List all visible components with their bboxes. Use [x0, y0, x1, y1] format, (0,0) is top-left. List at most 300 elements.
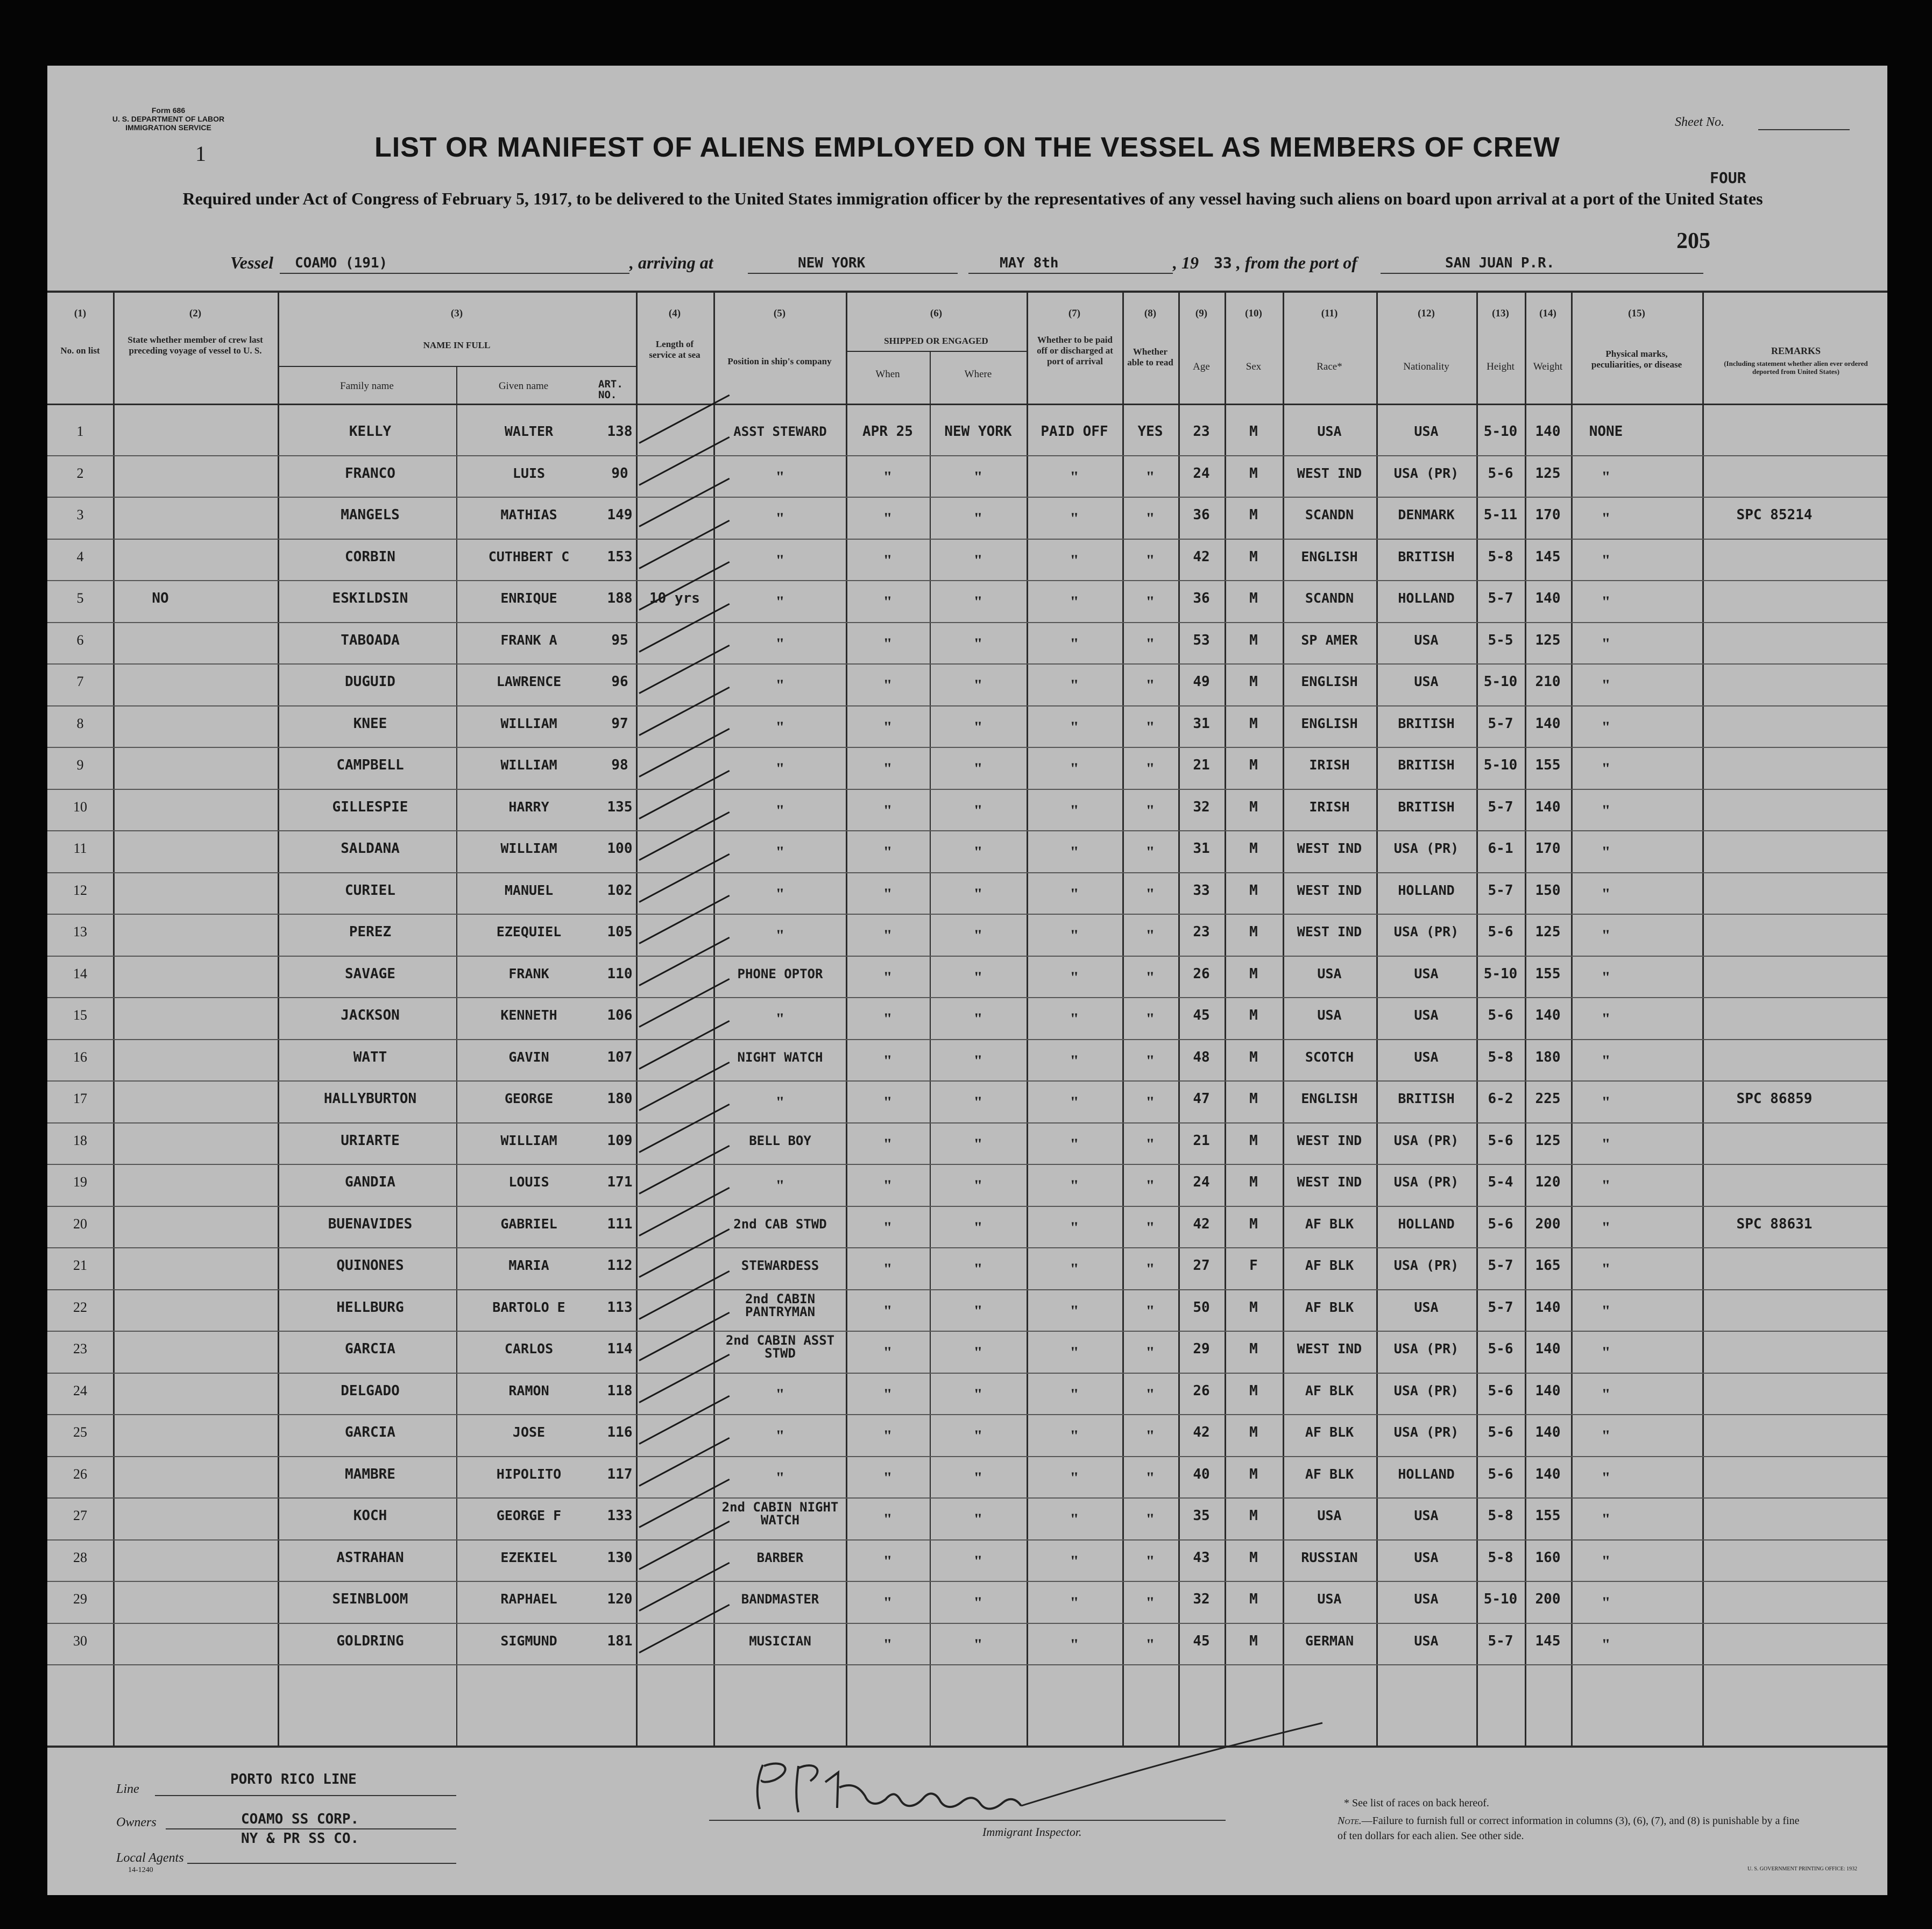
row-separator — [47, 497, 1887, 498]
ditto-mark: " — [973, 1135, 983, 1153]
ditto-mark: " — [883, 1427, 893, 1445]
cell-family: SEINBLOOM — [332, 1591, 408, 1607]
ditto-mark: " — [1601, 1427, 1611, 1445]
cell-race: RUSSIAN — [1301, 1549, 1358, 1565]
cell-weight: 200 — [1535, 1591, 1561, 1607]
cell-sex: M — [1249, 1341, 1258, 1357]
cell-given: LOUIS — [508, 1174, 549, 1190]
cell-given: CUTHBERT C — [488, 548, 570, 564]
cell-family: HALLYBURTON — [323, 1091, 417, 1107]
cell-family: URIARTE — [341, 1132, 400, 1149]
cell-sex: M — [1249, 1216, 1258, 1232]
cell-position: 2nd CAB STWD — [733, 1216, 827, 1232]
cell-age: 49 — [1193, 674, 1210, 690]
cell-no: 6 — [76, 632, 84, 648]
ditto-mark: " — [1145, 551, 1155, 569]
cell-given: WILLIAM — [500, 1132, 557, 1148]
cell-nationality: BRITISH — [1398, 715, 1455, 731]
cell-where: NEW YORK — [944, 423, 1012, 440]
ditto-mark: " — [775, 551, 785, 569]
cell-given: MATHIAS — [500, 507, 557, 522]
cell-race: USA — [1317, 1508, 1342, 1523]
cell-given: ENRIQUE — [500, 590, 557, 606]
ditto-mark: " — [1070, 760, 1079, 778]
ditto-mark: " — [1145, 760, 1155, 778]
cell-position: MUSICIAN — [749, 1633, 811, 1649]
cell-race: AF BLK — [1305, 1466, 1354, 1482]
ditto-mark: " — [973, 1093, 983, 1111]
header-height: Height — [1487, 361, 1515, 372]
ditto-mark: " — [1145, 468, 1155, 486]
cell-read: YES — [1137, 423, 1163, 440]
cell-sex: F — [1249, 1257, 1258, 1274]
header-when: When — [875, 369, 900, 380]
ditto-mark: " — [1070, 1468, 1079, 1487]
cell-family: SAVAGE — [345, 965, 395, 982]
row-separator — [47, 830, 1887, 831]
header-remarks: REMARKS — [1771, 345, 1821, 356]
ditto-mark: " — [973, 801, 983, 819]
cell-weight: 140 — [1535, 1341, 1561, 1357]
ditto-mark: " — [883, 968, 893, 986]
row-separator — [47, 663, 1887, 665]
cell-art: 102 — [607, 882, 633, 899]
row-separator — [47, 1581, 1887, 1582]
cell-race: ENGLISH — [1301, 715, 1358, 731]
cell-nationality: USA — [1414, 1633, 1439, 1649]
ditto-mark: " — [1145, 885, 1155, 903]
col-number: (9) — [1195, 308, 1208, 319]
cell-no: 4 — [76, 548, 84, 564]
ditto-mark: " — [883, 510, 893, 527]
header-sex: Sex — [1245, 361, 1262, 372]
cell-nationality: HOLLAND — [1398, 590, 1455, 606]
header-list-number: No. on list — [60, 345, 100, 356]
cell-family: HELLBURG — [336, 1299, 404, 1316]
ditto-mark: " — [1601, 468, 1611, 486]
cell-given: LUIS — [512, 465, 546, 481]
cell-height: 5-6 — [1488, 1132, 1513, 1149]
cell-height: 5-11 — [1483, 507, 1518, 523]
cell-race: SCANDN — [1305, 507, 1354, 522]
cell-sex: M — [1249, 1132, 1258, 1149]
cell-no: 8 — [76, 715, 84, 731]
ditto-mark: " — [1070, 510, 1079, 527]
cell-position: 2nd CABIN NIGHT WATCH — [721, 1500, 839, 1528]
inspector-rule — [709, 1820, 1226, 1821]
ditto-mark: " — [1070, 1010, 1079, 1028]
cell-age: 36 — [1193, 590, 1210, 606]
cell-art: 133 — [607, 1508, 633, 1524]
cell-race: SCOTCH — [1305, 1049, 1354, 1065]
page-title: LIST OR MANIFEST OF ALIENS EMPLOYED ON THE VESSEL AS MEMBERS OF CREW — [374, 132, 1560, 163]
cell-no: 28 — [73, 1549, 87, 1565]
cell-sex: M — [1249, 1508, 1258, 1524]
cell-family: FRANCO — [345, 465, 395, 482]
cell-height: 5-6 — [1488, 1341, 1513, 1357]
ditto-mark: " — [1601, 843, 1611, 861]
ditto-mark: " — [1145, 1635, 1155, 1654]
ditto-mark: " — [1601, 1177, 1611, 1195]
ditto-mark: " — [1601, 634, 1611, 653]
cell-age: 36 — [1193, 507, 1210, 523]
ditto-mark: " — [1601, 968, 1611, 986]
date-line — [968, 273, 1173, 274]
ditto-mark: " — [973, 1385, 983, 1403]
cell-weight: 180 — [1535, 1049, 1561, 1065]
ditto-mark: " — [775, 885, 785, 903]
row-separator — [47, 1289, 1887, 1290]
cell-sex: M — [1249, 965, 1258, 982]
cell-family: SALDANA — [341, 840, 400, 857]
ditto-mark: " — [883, 1468, 893, 1487]
cell-age: 21 — [1193, 757, 1210, 773]
ditto-mark: " — [1601, 1594, 1611, 1612]
cell-family: BUENAVIDES — [328, 1216, 413, 1232]
ditto-mark: " — [973, 1010, 983, 1028]
cell-age: 45 — [1193, 1633, 1210, 1649]
cell-given: GAVIN — [508, 1049, 549, 1065]
col-number: (5) — [773, 308, 786, 319]
ditto-mark: " — [1601, 760, 1611, 778]
col-number: (3) — [450, 308, 463, 319]
cell-no: 16 — [73, 1049, 87, 1065]
row-separator — [47, 455, 1887, 456]
col-number: (7) — [1068, 308, 1081, 319]
cell-nationality: HOLLAND — [1398, 1466, 1455, 1482]
row-separator — [47, 1373, 1887, 1374]
ditto-mark: " — [883, 1552, 893, 1570]
ditto-mark: " — [1601, 1468, 1611, 1487]
ditto-mark: " — [883, 1135, 893, 1153]
cell-height: 5-8 — [1488, 1508, 1513, 1524]
cell-sex: M — [1249, 715, 1258, 732]
cell-art: 98 — [611, 757, 628, 773]
ditto-mark: " — [973, 676, 983, 694]
cell-race: WEST IND — [1297, 1341, 1362, 1356]
cell-age: 47 — [1193, 1091, 1210, 1107]
cell-race: IRISH — [1309, 799, 1350, 815]
cell-given: EZEQUIEL — [496, 924, 562, 939]
cell-family: KOCH — [353, 1508, 387, 1524]
ditto-mark: " — [1070, 885, 1079, 903]
cell-sex: M — [1249, 1091, 1258, 1107]
cell-no: 1 — [76, 423, 84, 439]
cell-given: WILLIAM — [500, 840, 557, 856]
cell-height: 5-7 — [1488, 882, 1513, 899]
cell-race: AF BLK — [1305, 1257, 1354, 1273]
cell-weight: 165 — [1535, 1257, 1561, 1274]
from-port-label: , from the port of — [1236, 253, 1357, 272]
header-age: Age — [1193, 361, 1210, 372]
ditto-mark: " — [775, 1010, 785, 1028]
cell-height: 5-6 — [1488, 1007, 1513, 1023]
header-family-name: Family name — [340, 380, 394, 392]
ditto-mark: " — [1601, 1510, 1611, 1528]
line-label: Line — [116, 1782, 139, 1796]
port-line — [748, 273, 958, 274]
cell-family: KELLY — [349, 423, 392, 440]
ditto-mark: " — [883, 927, 893, 944]
cell-art: 112 — [607, 1257, 633, 1274]
cell-given: CARLOS — [504, 1341, 554, 1356]
cell-age: 31 — [1193, 715, 1210, 732]
cell-sex: M — [1249, 632, 1258, 648]
cell-art: 96 — [611, 674, 628, 690]
row-separator — [47, 1497, 1887, 1499]
cell-weight: 140 — [1535, 590, 1561, 606]
cell-art: 114 — [607, 1341, 633, 1357]
ditto-mark: " — [973, 593, 983, 611]
cell-no: 19 — [73, 1174, 87, 1190]
ditto-mark: " — [1145, 1051, 1155, 1070]
cell-weight: 125 — [1535, 465, 1561, 482]
cell-age: 32 — [1193, 799, 1210, 815]
ditto-mark: " — [883, 676, 893, 694]
row-separator — [47, 956, 1887, 957]
cell-art: 171 — [607, 1174, 633, 1190]
ditto-mark: " — [973, 510, 983, 527]
vessel-name: COAMO (191) — [295, 255, 388, 271]
cell-art: 118 — [607, 1382, 633, 1399]
cell-sex: M — [1249, 590, 1258, 606]
col-number: (4) — [668, 308, 681, 319]
ditto-mark: " — [1601, 885, 1611, 903]
cell-position: ASST STEWARD — [733, 424, 827, 439]
printer-note: U. S. GOVERNMENT PRINTING OFFICE: 1932 — [1747, 1866, 1857, 1872]
ditto-mark: " — [973, 1218, 983, 1236]
col-number: (12) — [1418, 308, 1435, 319]
ditto-mark: " — [1601, 551, 1611, 569]
cell-family: QUINONES — [336, 1257, 404, 1274]
ditto-mark: " — [1070, 551, 1079, 569]
form-department: U. S. DEPARTMENT OF LABOR — [112, 115, 225, 123]
ditto-mark: " — [1070, 1635, 1079, 1654]
ditto-mark: " — [1145, 1427, 1155, 1445]
ditto-mark: " — [1070, 1260, 1079, 1278]
cell-nationality: USA (PR) — [1393, 1424, 1459, 1440]
cell-nationality: USA (PR) — [1393, 1257, 1459, 1273]
cell-nationality: USA (PR) — [1393, 1341, 1459, 1356]
cell-age: 26 — [1193, 965, 1210, 982]
cell-height: 5-8 — [1488, 1049, 1513, 1065]
row-separator — [47, 997, 1887, 998]
ditto-mark: " — [1145, 1135, 1155, 1153]
cell-weight: 140 — [1535, 1466, 1561, 1482]
cell-height: 5-10 — [1483, 965, 1518, 982]
ditto-mark: " — [1601, 1051, 1611, 1070]
header-nationality: Nationality — [1403, 361, 1449, 372]
cell-family: ESKILDSIN — [332, 590, 408, 606]
cell-no: 13 — [73, 924, 87, 939]
ditto-mark: " — [775, 801, 785, 819]
ditto-mark: " — [973, 927, 983, 944]
cell-nationality: USA (PR) — [1393, 840, 1459, 856]
cell-given: FRANK — [508, 965, 549, 981]
cell-race: USA — [1317, 1591, 1342, 1607]
ditto-mark: " — [883, 1051, 893, 1070]
cell-sex: M — [1249, 1466, 1258, 1482]
ditto-mark: " — [1145, 718, 1155, 736]
cell-no: 18 — [73, 1132, 87, 1148]
cell-nationality: HOLLAND — [1398, 882, 1455, 898]
ditto-mark: " — [1070, 1218, 1079, 1236]
cell-age: 42 — [1193, 1424, 1210, 1440]
cell-height: 5-6 — [1488, 1382, 1513, 1399]
cell-no: 7 — [76, 674, 84, 689]
header-paid-off: Whether to be paid off or discharged at port of arrival — [1037, 335, 1113, 366]
cell-race: IRISH — [1309, 757, 1350, 773]
cell-nationality: BRITISH — [1398, 799, 1455, 815]
header-name-in-full: NAME IN FULL — [423, 340, 491, 350]
ditto-mark: " — [1601, 1385, 1611, 1403]
ditto-mark: " — [973, 1260, 983, 1278]
cell-given: RAMON — [508, 1382, 549, 1398]
cell-height: 6-2 — [1488, 1091, 1513, 1107]
cell-height: 5-6 — [1488, 1466, 1513, 1482]
cell-family: JACKSON — [341, 1007, 400, 1023]
cell-nationality: USA — [1414, 1591, 1439, 1607]
cell-sex: M — [1249, 840, 1258, 857]
cell-paid: PAID OFF — [1041, 423, 1108, 440]
cell-art: 95 — [611, 632, 628, 648]
cell-sex: M — [1249, 1007, 1258, 1023]
cell-no: 22 — [73, 1299, 87, 1315]
row-separator — [47, 539, 1887, 540]
cell-art: 113 — [607, 1299, 633, 1316]
cell-age: 43 — [1193, 1549, 1210, 1566]
line-name: PORTO RICO LINE — [230, 1771, 357, 1787]
cell-family: MANGELS — [341, 507, 400, 523]
row-separator — [47, 1623, 1887, 1624]
cell-weight: 170 — [1535, 507, 1561, 523]
cell-given: HARRY — [508, 799, 549, 815]
cell-weight: 125 — [1535, 924, 1561, 940]
cell-age: 45 — [1193, 1007, 1210, 1023]
cell-family: CURIEL — [345, 882, 395, 899]
col-number: (15) — [1628, 308, 1645, 319]
ditto-mark: " — [775, 1385, 785, 1403]
cell-position: NIGHT WATCH — [737, 1049, 823, 1065]
col-number: (13) — [1492, 308, 1509, 319]
ditto-mark: " — [883, 551, 893, 569]
cell-family: CORBIN — [345, 548, 395, 565]
cell-weight: 125 — [1535, 632, 1561, 648]
handwritten-mark: 1 — [195, 142, 206, 166]
cell-sex: M — [1249, 1382, 1258, 1399]
cell-art: 90 — [611, 465, 628, 482]
cell-height: 5-6 — [1488, 465, 1513, 482]
cell-nationality: USA (PR) — [1393, 1382, 1459, 1398]
cell-race: SCANDN — [1305, 590, 1354, 606]
cell-no: 25 — [73, 1424, 87, 1440]
cell-height: 5-6 — [1488, 924, 1513, 940]
cell-when: APR 25 — [862, 423, 913, 440]
cell-weight: 155 — [1535, 965, 1561, 982]
ditto-mark: " — [775, 510, 785, 527]
cell-given: GEORGE — [504, 1091, 554, 1106]
ditto-mark: " — [1145, 510, 1155, 527]
cell-nationality: USA — [1414, 674, 1439, 689]
sheet-number-label: Sheet No. — [1675, 115, 1724, 129]
ditto-mark: " — [1601, 1093, 1611, 1111]
cell-given: HIPOLITO — [496, 1466, 562, 1482]
header-where: Where — [964, 369, 992, 380]
cell-art: 109 — [607, 1132, 633, 1149]
ditto-mark: " — [1145, 676, 1155, 694]
cell-race: USA — [1317, 1007, 1342, 1023]
ditto-mark: " — [973, 1051, 983, 1070]
cell-sex: M — [1249, 1591, 1258, 1607]
cell-given: GEORGE F — [496, 1508, 562, 1523]
ditto-mark: " — [973, 1594, 983, 1612]
form-id: Form 686 — [151, 106, 186, 115]
ditto-mark: " — [1070, 1427, 1079, 1445]
row-separator — [47, 705, 1887, 706]
ditto-mark: " — [775, 1427, 785, 1445]
inspector-signature — [704, 1701, 1339, 1825]
ditto-mark: " — [1145, 1260, 1155, 1278]
ditto-mark: " — [775, 843, 785, 861]
cell-nationality: USA (PR) — [1393, 465, 1459, 481]
cell-nationality: USA — [1414, 1549, 1439, 1565]
ditto-mark: " — [883, 1010, 893, 1028]
col-divider — [1702, 292, 1704, 1747]
cell-age: 40 — [1193, 1466, 1210, 1482]
cell-art: 100 — [607, 840, 633, 857]
row-separator — [47, 1331, 1887, 1332]
cell-sex: M — [1249, 465, 1258, 482]
cell-height: 5-5 — [1488, 632, 1513, 648]
cell-weight: 200 — [1535, 1216, 1561, 1232]
ditto-mark: " — [775, 593, 785, 611]
ditto-mark: " — [973, 760, 983, 778]
cell-weight: 155 — [1535, 1508, 1561, 1524]
cell-height: 5-6 — [1488, 1424, 1513, 1440]
cell-art: 117 — [607, 1466, 633, 1482]
cell-given: FRANK A — [500, 632, 557, 648]
cell-position: 2nd CABIN ASST STWD — [725, 1333, 835, 1361]
cell-art: 110 — [607, 965, 633, 982]
cell-age: 21 — [1193, 1132, 1210, 1149]
cell-age: 48 — [1193, 1049, 1210, 1065]
cell-sex: M — [1249, 1049, 1258, 1065]
ditto-mark: " — [883, 1510, 893, 1528]
note-text: —Failure to furnish full or correct information in columns (3), (6), (7), and (8) is punishable by a fine of ten dollars for each alien. See other side. — [1337, 1815, 1800, 1842]
cell-sex: M — [1249, 1424, 1258, 1440]
ditto-mark: " — [883, 593, 893, 611]
row-separator — [47, 1664, 1887, 1665]
cell-family: GILLESPIE — [332, 799, 408, 815]
ditto-mark: " — [1145, 1010, 1155, 1028]
header-previous-voyage: State whether member of crew last preceding voyage of vessel to U. S. — [128, 335, 263, 356]
sheet-number-line — [1758, 129, 1850, 130]
ditto-mark: " — [1145, 1552, 1155, 1570]
owners-name: COAMO SS CORP. — [241, 1811, 359, 1827]
line-rule — [155, 1795, 456, 1796]
races-note: * See list of races on back hereof. — [1344, 1797, 1489, 1809]
cell-family: DUGUID — [345, 674, 395, 690]
cell-age: 42 — [1193, 548, 1210, 565]
ditto-mark: " — [883, 1385, 893, 1403]
cell-no: 5 — [76, 590, 84, 606]
cell-position: BELL BOY — [749, 1133, 811, 1148]
cell-family: KNEE — [353, 715, 387, 732]
cell-family: GOLDRING — [336, 1633, 404, 1649]
ditto-mark: " — [973, 1468, 983, 1487]
cell-given: RAPHAEL — [500, 1591, 557, 1607]
ditto-mark: " — [1070, 801, 1079, 819]
